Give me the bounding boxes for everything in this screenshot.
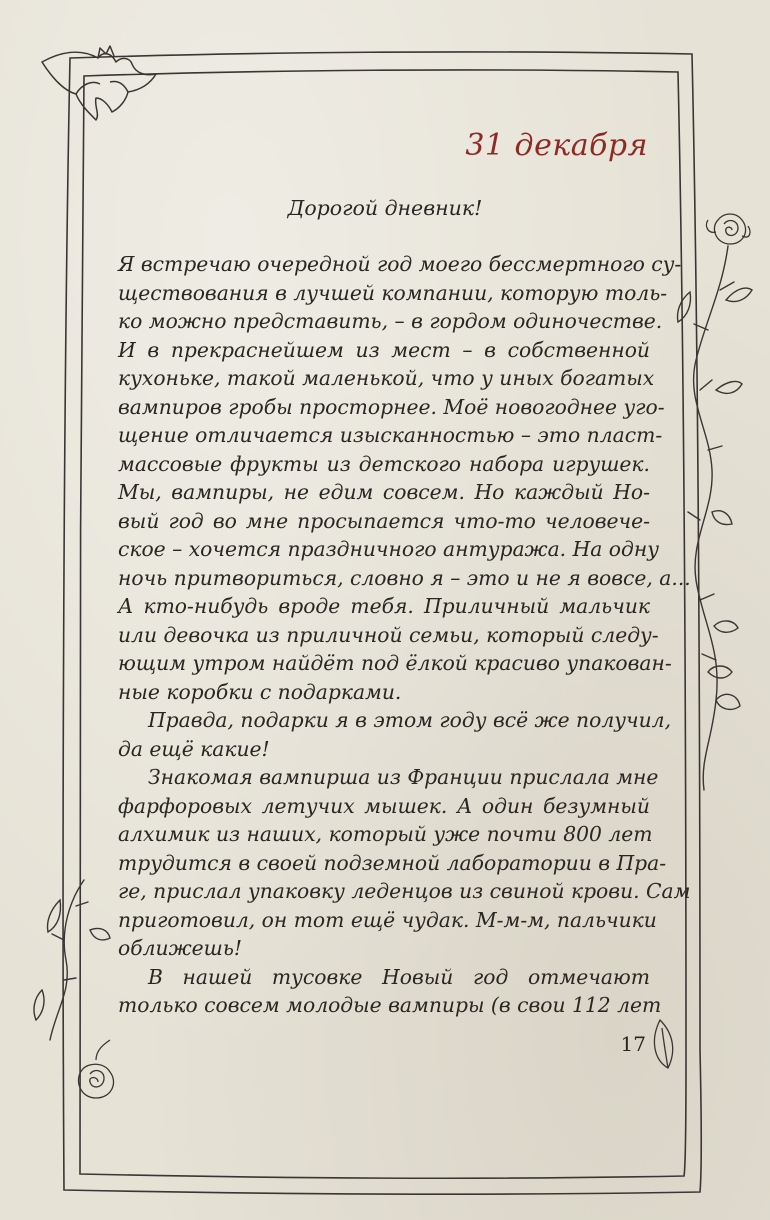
diary-line: ющим утром найдёт под ёлкой красиво упакован- [118,651,672,675]
diary-line: только совсем молодые вампиры (в свои 112 лет [118,993,662,1017]
diary-date: 31 декабря [465,128,648,163]
page-number: 17 [620,1032,646,1056]
leaf-icon [654,1020,672,1068]
rose-icon [78,1040,113,1098]
diary-line: И в прекраснейшем из мест – в собственной [118,337,650,362]
diary-greeting: Дорогой дневник! [287,196,483,220]
thorny-vine [34,880,110,1040]
diary-line: ночь притвориться, словно я – это и не я вовсе, а... [118,565,691,590]
thorny-vine [678,246,753,790]
bat-icon [42,46,156,120]
diary-line: приготовил, он тот ещё чудак. М-м-м, пальчики [118,907,657,932]
diary-line: массовые фрукты из детского набора игрушек. [118,451,650,476]
diary-line: Я встречаю очередной год моего бессмертного су- [118,252,682,276]
diary-line: фарфоровых летучих мышек. А один безумный [118,793,650,818]
diary-line: кухоньке, такой маленькой, что у иных богатых [118,366,655,390]
diary-body [118,250,691,1020]
diary-line: А кто-нибудь вроде тебя. Приличный мальчик [118,594,650,618]
diary-line: щение отличается изысканностью – это пласт- [118,423,663,447]
diary-line: В нашей тусовке Новый год отмечают [148,964,650,989]
diary-line: алхимик из наших, который уже почти 800 лет [118,822,653,846]
diary-line: или девочка из приличной семьи, который следу- [118,622,659,647]
diary-line: ществования в лучшей компании, которую толь- [118,280,668,305]
diary-line: ные коробки с подарками. [118,679,402,704]
diary-line: трудится в своей подземной лаборатории в Пра- [118,850,667,875]
diary-line: Правда, подарки я в этом году всё же получил, [148,708,672,732]
diary-line: Мы, вампиры, не едим совсем. Но каждый Но- [118,480,650,504]
diary-line: да ещё какие! [118,736,270,761]
diary-line: ге, прислал упаковку леденцов из свиной крови. Сам [118,879,691,903]
diary-line: оближешь! [118,936,243,960]
diary-line: ское – хочется праздничного антуража. На одну [118,537,659,561]
diary-line: вый год во мне просыпается что-то человече- [118,508,650,533]
diary-line: Знакомая вампирша из Франции прислала мне [148,765,659,789]
diary-line: ко можно представить, – в гордом одиночестве. [118,309,663,333]
diary-line: вампиров гробы просторнее. Моё новогоднее уго- [118,394,665,419]
